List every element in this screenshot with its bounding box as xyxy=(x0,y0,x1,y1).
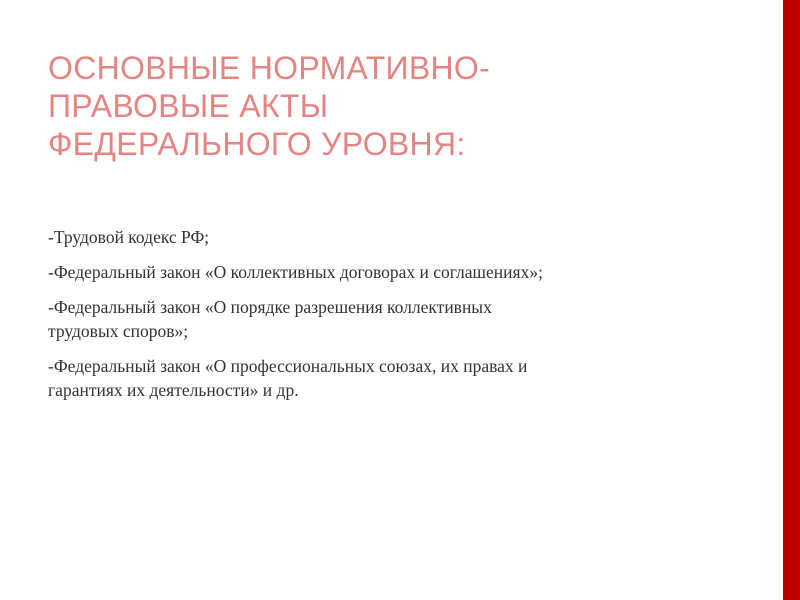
list-item-text: -Федеральный закон «О коллективных договорах и соглашениях»; xyxy=(48,262,543,282)
list-item-labor-code xyxy=(48,225,728,249)
list-item-text: -Трудовой кодекс РФ; xyxy=(48,227,210,247)
list-item-text: гарантиях их деятельности» и др. xyxy=(48,380,299,400)
title-line: ОСНОВНЫЕ НОРМАТИВНО- xyxy=(48,50,491,86)
list-item-trade-unions-law xyxy=(48,354,728,402)
title-line: ФЕДЕРАЛЬНОГО УРОВНЯ: xyxy=(48,126,466,162)
list-item-text: -Федеральный закон «О профессиональных союзах, их правах и xyxy=(48,356,528,376)
slide-title xyxy=(48,49,668,163)
acts-list xyxy=(48,225,728,413)
list-item-text: -Федеральный закон «О порядке разрешения коллективных xyxy=(48,297,492,317)
title-line: ПРАВОВЫЕ АКТЫ xyxy=(48,88,329,124)
list-item-labor-disputes-law xyxy=(48,295,728,343)
list-item-text: трудовых споров»; xyxy=(48,321,189,341)
accent-bar xyxy=(783,0,800,600)
list-item-collective-agreements-law xyxy=(48,260,728,284)
